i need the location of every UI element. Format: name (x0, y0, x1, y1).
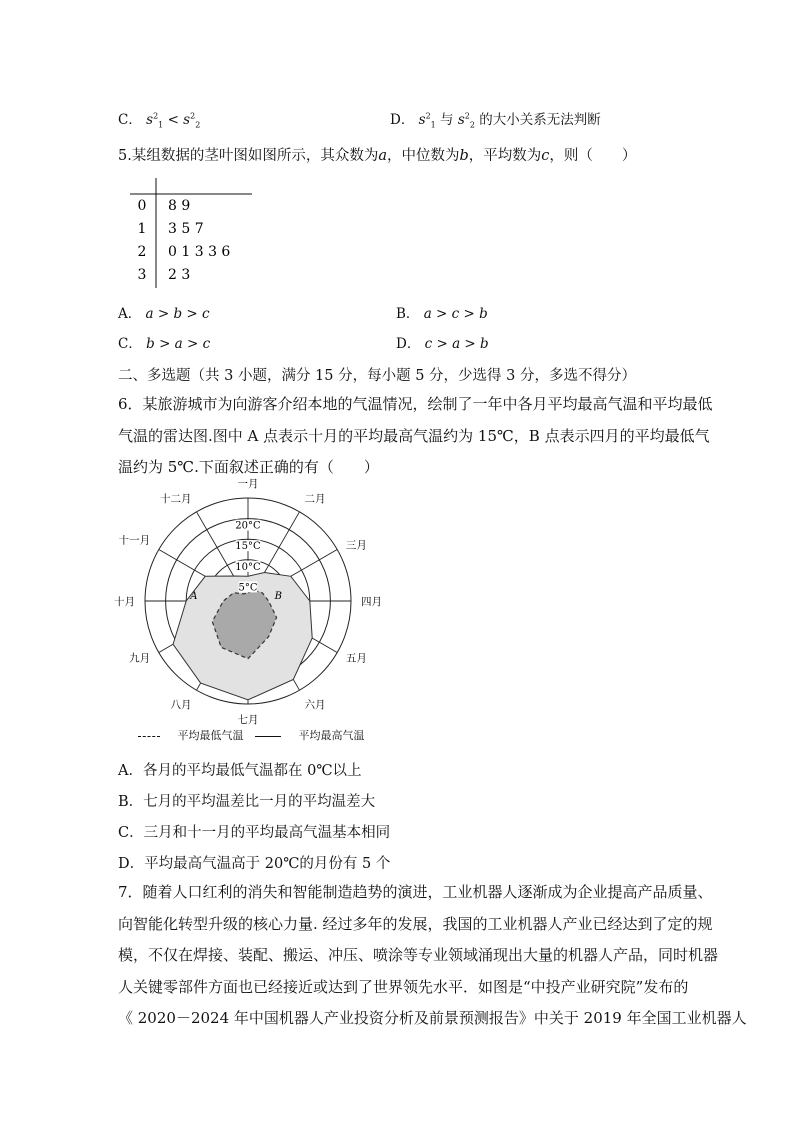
q5-option-d: D． c > a > b (396, 336, 489, 352)
q7-text: 7．随着人口红利的消失和智能制造趋势的演进，工业机器人逐渐成为企业提高产品质量、 向智能化转型升级的核心力量. 经过多年的发展，我国的工业机器人产业已经达到了定的规 模，不仅在焊接、装配、搬运、冲压、喷涂等专业领域涌现出大量的机器人产品，同时机器 人关键零部件方面也已经接近或达到了世界领先水平．如图是“中投产业研究院”发布的 《 2020－2024 年中国机器人产业投资分析及前景预测报告》中关于 2019 年全国工业机器人 (118, 883, 747, 1027)
month-label: 六月 (304, 698, 326, 711)
month-label: 四月 (361, 596, 382, 608)
month-label: 十月 (114, 596, 135, 608)
point-a-label: A (190, 591, 198, 602)
month-label: 十二月 (160, 493, 192, 506)
ring-label: 10°C (235, 561, 261, 573)
radar-legend (138, 727, 365, 743)
month-label: 一月 (237, 478, 259, 490)
q6-option-d: D．平均最高气温高于 20℃的月份有 5 个 (118, 856, 391, 872)
ring-label: 15°C (235, 541, 261, 553)
legend-solid-line (255, 736, 281, 737)
q6-option-a: A．各月的平均最低气温都在 0℃以上 (118, 763, 362, 779)
q4-option-c: C． $s^2_1 < s^2_2$ (118, 111, 201, 130)
q5-option-c: C． b > a > c (118, 336, 211, 352)
month-label: 三月 (345, 539, 367, 552)
month-label: 五月 (345, 652, 367, 665)
ring-label: 20°C (235, 520, 261, 532)
month-label: 十一月 (118, 534, 151, 547)
ring-label: 5°C (238, 582, 258, 594)
stem-value: 3 (137, 267, 147, 283)
leaf-values: 3 5 7 (168, 221, 204, 237)
q6-option-c: C．三月和十一月的平均最高气温基本相同 (118, 825, 391, 841)
leaf-values: 8 9 (168, 198, 191, 214)
month-label: 九月 (129, 652, 151, 665)
leaf-values: 0 1 3 3 6 (168, 244, 231, 260)
point-b-label: B (274, 591, 282, 602)
section-2-header: 二、多选题（共 3 小题，满分 15 分，每小题 5 分，少选得 3 分，多选不得分） (118, 368, 636, 384)
q5-option-a: A． a > b > c (118, 306, 210, 322)
stem-value: 1 (137, 221, 147, 237)
q5-stem: 5.某组数据的茎叶图如图所示，其众数为a，中位数为b，平均数为c，则（ ） (118, 148, 637, 164)
month-label: 八月 (170, 698, 192, 711)
leaf-values: 2 3 (168, 267, 191, 283)
stem-value: 0 (137, 198, 147, 214)
radar-chart (110, 478, 400, 748)
stem-leaf-plot (128, 176, 258, 291)
legend-high-label: 平均最高气温 (298, 729, 365, 742)
q5-option-b: B． a > c > b (396, 306, 488, 322)
legend-dashed-line (138, 736, 160, 737)
month-label: 二月 (304, 493, 326, 506)
q6-option-b: B．七月的平均温差比一月的平均温差大 (118, 794, 376, 810)
month-label: 七月 (237, 714, 259, 726)
legend-low-label: 平均最低气温 (177, 729, 244, 742)
stem-value: 2 (137, 244, 147, 260)
q4-option-d: D． $s^2_1$ 与 $s^2_2$ 的大小关系无法判断 (390, 111, 601, 130)
q6-text: 6．某旅游城市为向游客介绍本地的气温情况，绘制了一年中各月平均最高气温和平均最低 气温的雷达图.图中 A 点表示十月的平均最高气温约为 15℃，B 点表示四月的平均最低气 温约为 5℃.下面叙述正确的有（ ） (118, 395, 713, 476)
